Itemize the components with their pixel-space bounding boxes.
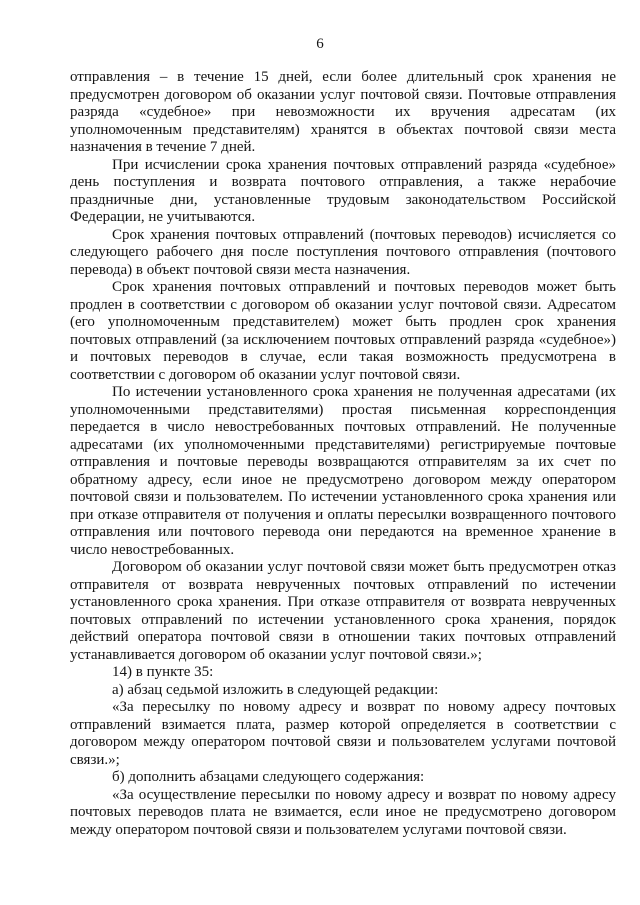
paragraph (70, 682, 616, 700)
text-line: между оператором почтовой связи и пользователем услугами почтовой связи. (70, 821, 567, 838)
paragraph (70, 384, 616, 559)
text-line: установленного срока хранения. При отказе отправителя от возврата неврученных (70, 594, 616, 610)
text-line: б) дополнить абзацами следующего содержания: (112, 769, 425, 785)
text-line: почтовых отправлений (за исключением почтовых отправлений разряда «судебное») (70, 331, 616, 348)
text-line: договором между оператором почтовой связи и пользователем услугами почтовой (70, 734, 616, 750)
text-line: перевода) в объект почтовой связи места назначения. (70, 261, 411, 278)
text-line: при отказе отправителя от получения и оплаты пересылки возвращенного почтового (70, 506, 616, 523)
text-line: число невостребованных. (70, 541, 235, 558)
text-line: уполномоченным представителям) хранятся в объектах почтовой связи места (70, 121, 616, 138)
paragraph (70, 227, 616, 280)
text-line: а) абзац седьмой изложить в следующей редакции: (112, 681, 439, 698)
text-line: отправления – в течение 15 дней, если более длительный срок хранения не (70, 69, 616, 85)
text-line: почтовых переводов плата не взимается, если иное не предусмотрено договором (70, 804, 616, 820)
paragraph (70, 769, 616, 787)
paragraph (70, 559, 616, 664)
text-line: праздничные дни, установленные трудовым законодательством Российской (70, 191, 616, 208)
text-line: адресатами (их уполномоченными представителями) регистрируемые почтовые (70, 436, 616, 453)
text-line: отправителя от возврата неврученных почтовых отправлений по истечении (70, 576, 616, 593)
text-line: и почтовых переводов в случае, если такая возможность предусмотрена в (70, 349, 616, 365)
text-line: (его уполномоченным представителем) может быть продлен срок хранения (70, 314, 616, 330)
text-line: Срок хранения почтовых отправлений (почтовых переводов) исчисляется со (112, 226, 616, 243)
text-line: отправлений взимается плата, размер которой определяется в соответствии с (70, 716, 616, 733)
text-line: назначения в течение 7 дней. (70, 139, 256, 155)
text-line: день поступления и возврата почтового отправления, а также нерабочие (70, 174, 616, 190)
text-line: связи.»; (70, 751, 120, 768)
text-line: отправления и почтовые переводы возвращаются отправителям за их счет по (70, 454, 616, 470)
text-line: почтовых отправлений по истечении установленного срока хранения, порядок (70, 611, 616, 628)
text-line: обратному адресу, если иное не предусмотрено договором между оператором (70, 471, 616, 488)
paragraph (70, 69, 616, 157)
text-line: передается в число невостребованных почтовых отправлений. Не полученные (70, 419, 616, 435)
text-line: разряда «судебное» при невозможности их вручения адресатам (их (70, 104, 616, 120)
text-line: устанавливается договором об оказании услуг почтовой связи.»; (70, 646, 482, 663)
document-body (70, 69, 616, 839)
text-line: действий оператора почтовой связи в отношении таких почтовых отправлений (70, 629, 616, 645)
text-line: 14) в пункте 35: (112, 664, 214, 680)
text-line: почтовой связи и пользователем. По истечении установленного срока хранения или (70, 489, 616, 505)
text-line: продлен в соответствии с договором об оказании услуг почтовой связи. Адресатом (70, 296, 616, 313)
text-line: уполномоченными представителями) простая письменная корреспонденция (70, 401, 616, 418)
text-line: При исчислении срока хранения почтовых отправлений разряда «судебное» (112, 156, 616, 173)
paragraph (70, 787, 616, 840)
text-line: Срок хранения почтовых отправлений и почтовых переводов может быть (112, 279, 616, 295)
text-line: соответствии с договором об оказании услуг почтовой связи. (70, 366, 461, 383)
page-number: 6 (316, 36, 324, 52)
text-line: отправления или почтового перевода они передаются на временное хранение в (70, 524, 616, 540)
text-line: предусмотрен договором об оказании услуг почтовой связи. Почтовые отправления (70, 86, 616, 103)
text-line: «За осуществление пересылки по новому адресу и возврат по новому адресу (112, 786, 616, 803)
paragraph (70, 157, 616, 227)
paragraph (70, 664, 616, 682)
text-line: По истечении установленного срока хранения не полученная адресатами (их (112, 384, 616, 400)
text-line: «За пересылку по новому адресу и возврат по новому адресу почтовых (112, 699, 616, 715)
paragraph (70, 279, 616, 384)
text-line: Федерации, не учитываются. (70, 209, 256, 225)
text-line: Договором об оказании услуг почтовой связи может быть предусмотрен отказ (112, 559, 616, 575)
text-line: следующего рабочего дня после поступления почтового отправления (почтового (70, 244, 616, 260)
paragraph (70, 699, 616, 769)
